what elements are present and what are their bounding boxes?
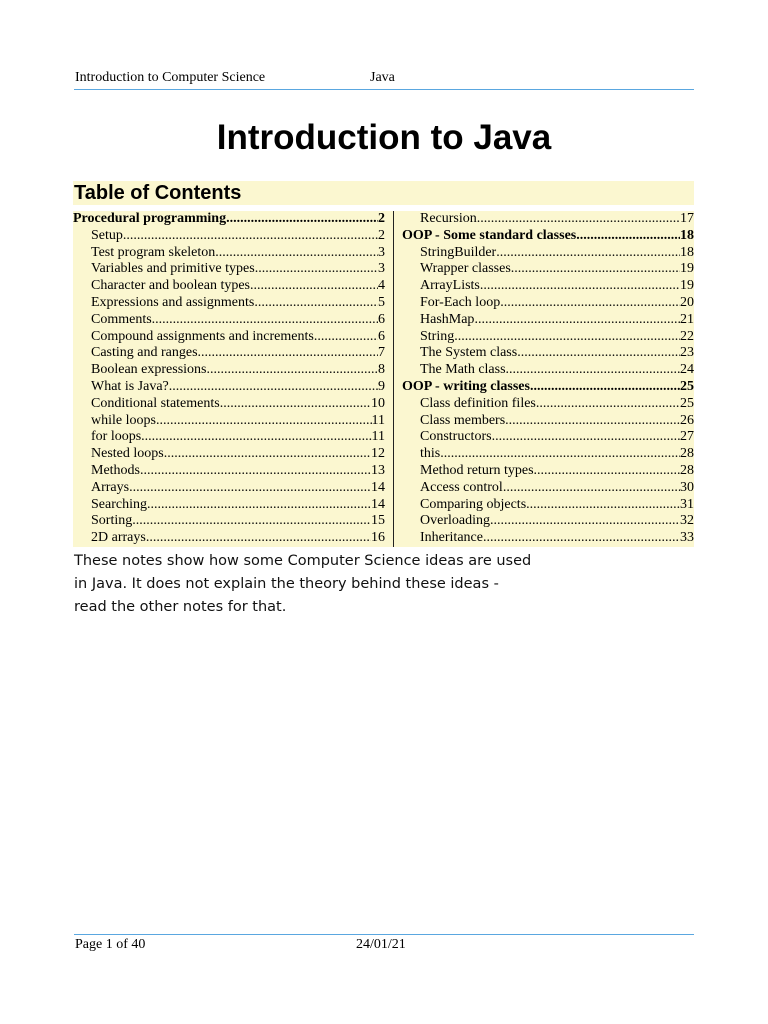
toc-entry-label: Arrays: [91, 479, 130, 495]
toc-entry[interactable]: [73, 429, 385, 446]
toc-dot-leader: [164, 446, 371, 463]
toc-entry-page: 7: [378, 345, 385, 361]
toc-entry-label: StringBuilder: [420, 244, 497, 260]
toc-dot-leader: [505, 413, 680, 430]
page-footer: [74, 934, 694, 952]
toc-entry[interactable]: [73, 379, 385, 396]
toc-entry[interactable]: [402, 429, 694, 446]
toc-entry-page: 11: [371, 429, 385, 445]
toc-dot-leader: [226, 211, 378, 228]
header-subject: Java: [370, 70, 395, 85]
toc-entry[interactable]: [402, 261, 694, 278]
toc-entry-label: Recursion: [420, 211, 477, 226]
toc-entry-label: The Math class: [420, 362, 506, 378]
toc-entry-label: Method return types: [420, 462, 534, 478]
toc-entry-page: 25: [680, 378, 694, 394]
toc-entry-page: 19: [680, 261, 694, 277]
toc-entry[interactable]: [73, 345, 385, 362]
toc-entry[interactable]: [73, 312, 385, 329]
toc-entry-label: while loops: [91, 412, 156, 428]
toc-entry[interactable]: [402, 530, 694, 547]
toc-entry-label: What is Java?: [91, 378, 169, 394]
toc-entry[interactable]: [73, 329, 385, 346]
toc-dot-leader: [483, 530, 680, 547]
toc-dot-leader: [314, 329, 378, 346]
toc-entry-page: 27: [680, 429, 694, 445]
toc-entry[interactable]: [73, 530, 385, 547]
intro-paragraph: These notes show how some Computer Science ideas are used in Java. It does not explain the theory behind these ideas - read the other notes for that.: [74, 553, 532, 615]
toc-dot-leader: [530, 379, 680, 396]
toc-entry[interactable]: [73, 295, 385, 312]
toc-entry-page: 22: [680, 328, 694, 344]
toc-entry-label: The System class: [420, 345, 518, 361]
toc-entry-page: 32: [680, 513, 694, 529]
toc-entry[interactable]: [402, 513, 694, 530]
toc-entry[interactable]: [402, 211, 694, 228]
toc-entry-page: 31: [680, 496, 694, 512]
toc-dot-leader: [496, 245, 680, 262]
toc-dot-leader: [506, 362, 680, 379]
toc-column-divider: [393, 211, 394, 547]
toc-entry-label: Class definition files: [420, 395, 536, 411]
toc-dot-leader: [517, 345, 680, 362]
toc-entry[interactable]: [73, 228, 385, 245]
toc-entry[interactable]: [73, 278, 385, 295]
toc-entry-page: 9: [378, 378, 385, 394]
footer-date: 24/01/21: [356, 937, 406, 952]
toc-entry[interactable]: [73, 396, 385, 413]
toc-entry-label: Comparing objects: [420, 496, 527, 512]
toc-entry-label: Overloading: [420, 513, 490, 529]
toc-entry[interactable]: [402, 329, 694, 346]
toc-entry-label: 2D arrays: [91, 530, 146, 546]
toc-entry-label: Access control: [420, 479, 503, 495]
toc-entry[interactable]: [402, 396, 694, 413]
toc-entry-label: Comments: [91, 311, 152, 327]
toc-entry-label: Class members: [420, 412, 506, 428]
toc-entry-label: OOP - writing classes: [402, 378, 530, 394]
toc-entry-page: 30: [680, 479, 694, 495]
toc-entry-label: ArrayLists: [420, 278, 480, 294]
toc-entry-page: 10: [371, 395, 385, 411]
toc-entry[interactable]: [402, 278, 694, 295]
toc-entry[interactable]: [402, 379, 694, 396]
toc-dot-leader: [526, 497, 680, 514]
toc-entry[interactable]: [73, 211, 385, 228]
toc-entry-label: Expressions and assignments: [91, 294, 255, 310]
toc-entry-label: Sorting: [91, 513, 133, 529]
toc-entry[interactable]: [73, 413, 385, 430]
toc-entry[interactable]: [402, 362, 694, 379]
toc-entry-page: 4: [378, 278, 385, 294]
toc-entry-page: 6: [378, 328, 385, 344]
toc-dot-leader: [147, 497, 371, 514]
toc-entry-label: Nested loops: [91, 446, 164, 462]
footer-page-number: Page 1 of 40: [75, 937, 146, 952]
toc-dot-leader: [215, 245, 378, 262]
toc-entry-page: 24: [680, 362, 694, 378]
toc-dot-leader: [536, 396, 680, 413]
toc-entry[interactable]: [402, 245, 694, 262]
toc-entry-label: Setup: [91, 227, 123, 243]
toc-entry[interactable]: [73, 245, 385, 262]
toc-entry[interactable]: [73, 463, 385, 480]
toc-entry-label: Character and boolean types: [91, 278, 250, 294]
toc-entry-label: Variables and primitive types: [91, 261, 255, 277]
toc-entry-page: 15: [371, 513, 385, 529]
toc-entry-page: 3: [378, 244, 385, 260]
toc-entry[interactable]: [402, 228, 694, 245]
toc-dot-leader: [454, 329, 680, 346]
toc-entry-page: 14: [371, 496, 385, 512]
toc-entry[interactable]: [402, 413, 694, 430]
toc-column-right: [402, 211, 694, 547]
toc-entry-page: 11: [371, 412, 385, 428]
toc-entry-label: Wrapper classes: [420, 261, 511, 277]
toc-entry-label: String: [420, 328, 455, 344]
page-header: [74, 70, 694, 90]
toc-dot-leader: [132, 513, 371, 530]
toc-entry-label: Test program skeleton: [91, 244, 216, 260]
toc-heading: Table of Contents: [73, 181, 694, 205]
toc-entry-label: Methods: [91, 462, 140, 478]
toc-entry-label: Constructors: [420, 429, 492, 445]
header-course: Introduction to Computer Science: [75, 70, 266, 85]
toc-entry-page: 2: [378, 227, 385, 243]
toc-entry-label: for loops: [91, 429, 142, 445]
toc-entry-page: 8: [378, 362, 385, 378]
toc-entry-page: 23: [680, 345, 694, 361]
toc-entry-page: 33: [680, 530, 694, 546]
toc-entry-label: Procedural programming: [73, 211, 227, 226]
toc-entry-label: Compound assignments and increments: [91, 328, 314, 344]
toc-dot-leader: [492, 429, 680, 446]
toc-dot-leader: [129, 480, 371, 497]
toc-dot-leader: [503, 480, 680, 497]
toc-dot-leader: [477, 211, 680, 228]
toc-entry-label: Casting and ranges: [91, 345, 198, 361]
toc-entry[interactable]: [73, 362, 385, 379]
toc-entry-label: Inheritance: [420, 530, 483, 546]
toc-dot-leader: [511, 261, 680, 278]
toc-entry-page: 19: [680, 278, 694, 294]
toc-entry-page: 6: [378, 311, 385, 327]
toc-entry-page: 28: [680, 446, 694, 462]
toc-dot-leader: [576, 228, 680, 245]
toc-column-left: [73, 211, 385, 547]
toc-entry[interactable]: [73, 261, 385, 278]
toc-dot-leader: [480, 278, 680, 295]
table-of-contents: [73, 211, 694, 547]
toc-dot-leader: [206, 362, 378, 379]
toc-dot-leader: [440, 446, 680, 463]
toc-dot-leader: [146, 530, 371, 547]
toc-entry-page: 18: [680, 244, 694, 260]
toc-dot-leader: [490, 513, 680, 530]
toc-entry-page: 2: [378, 211, 385, 226]
toc-entry-page: 16: [371, 530, 385, 546]
toc-entry-page: 14: [371, 479, 385, 495]
toc-entry-label: HashMap: [420, 311, 475, 327]
toc-entry-page: 28: [680, 462, 694, 478]
toc-entry-page: 5: [378, 294, 385, 310]
toc-entry[interactable]: [73, 446, 385, 463]
toc-dot-leader: [220, 396, 371, 413]
toc-entry[interactable]: [73, 480, 385, 497]
toc-entry[interactable]: [402, 295, 694, 312]
toc-entry[interactable]: [73, 513, 385, 530]
toc-entry-page: 25: [680, 395, 694, 411]
toc-entry[interactable]: [402, 446, 694, 463]
toc-entry-label: Conditional statements: [91, 395, 220, 411]
toc-dot-leader: [198, 345, 378, 362]
toc-dot-leader: [500, 295, 680, 312]
toc-entry[interactable]: [402, 480, 694, 497]
toc-dot-leader: [152, 312, 378, 329]
toc-entry[interactable]: [402, 312, 694, 329]
toc-entry-label: OOP - Some standard classes: [402, 227, 577, 243]
toc-dot-leader: [141, 429, 371, 446]
toc-dot-leader: [250, 278, 378, 295]
toc-entry-page: 12: [371, 446, 385, 462]
toc-entry-page: 26: [680, 412, 694, 428]
document-title: Introduction to Java: [216, 118, 552, 157]
toc-entry[interactable]: [402, 463, 694, 480]
toc-entry[interactable]: [73, 497, 385, 514]
toc-dot-leader: [156, 413, 372, 430]
toc-entry-page: 18: [680, 227, 694, 243]
toc-entry[interactable]: [402, 345, 694, 362]
toc-entry-label: Searching: [91, 496, 147, 512]
toc-dot-leader: [123, 228, 378, 245]
toc-dot-leader: [169, 379, 378, 396]
toc-entry[interactable]: [402, 497, 694, 514]
toc-dot-leader: [474, 312, 680, 329]
toc-entry-page: 13: [371, 462, 385, 478]
toc-dot-leader: [140, 463, 371, 480]
toc-dot-leader: [534, 463, 680, 480]
toc-entry-page: 17: [680, 211, 694, 226]
toc-entry-page: 20: [680, 294, 694, 310]
toc-entry-page: 3: [378, 261, 385, 277]
toc-entry-label: this: [420, 446, 441, 462]
toc-entry-page: 21: [680, 311, 694, 327]
toc-entry-label: For-Each loop: [420, 294, 501, 310]
toc-entry-label: Boolean expressions: [91, 362, 207, 378]
toc-dot-leader: [254, 295, 378, 312]
toc-dot-leader: [255, 261, 378, 278]
